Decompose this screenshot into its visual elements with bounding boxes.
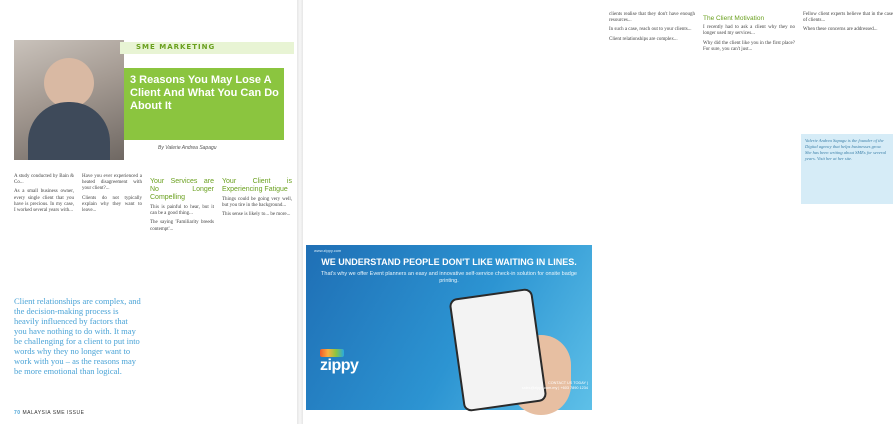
zippy-advertisement[interactable] — [306, 245, 592, 410]
paragraph: Client relationships are complex... — [609, 36, 678, 42]
ad-url[interactable]: www.zippy.com — [314, 248, 342, 253]
author-bio-box — [801, 134, 893, 204]
paragraph: The saying 'Familiarity breeds contempt'... — [150, 220, 214, 232]
ad-contact: CONTACT US TODAY | sales@zippy.com.my | +603 7890 1234 — [521, 381, 588, 390]
paragraph: Fellow client experts believe that in the case of clients... — [803, 12, 893, 24]
pullquote: Client relationships are complex, and the decision-making process is heavily influenced by factors that you have nothing to do with. It may be challenging for a client to put into words why they no longer want to work with you – as the reasons may be more emotional than logical. — [14, 296, 141, 376]
author-bio: Valerie Andrea Sapagu is the founder of the Digital agency that helps businesses grow. She has been writing about SMEs for several years. Visit her at her site. — [805, 138, 887, 161]
paragraph: This sense is likely to... be more... — [222, 212, 291, 218]
author-photo — [14, 40, 124, 160]
page-footer — [14, 410, 84, 416]
paragraph: clients realise that they don't have enough resources... — [609, 12, 695, 24]
paragraph: Clients do not typically explain why they want to leave... — [82, 195, 142, 214]
paragraph: In such a case, reach out to your clients... — [609, 27, 692, 33]
paragraph: Things could be going very well, but you tire in the background... — [222, 197, 292, 209]
text-column-5 — [609, 12, 695, 46]
subheading: Your Services are No Longer Compelling — [150, 178, 214, 201]
zippy-logo-text: zippy — [320, 357, 359, 374]
page-number: 70 — [14, 410, 21, 416]
author-photo-head — [44, 58, 94, 108]
author-photo-body — [28, 102, 110, 160]
paragraph: A study conducted by Bain & Co... — [14, 174, 74, 186]
ad-subtitle: That's why we offer Event planners an easy and innovative self-service check-in solution for onsite badge printing. — [321, 271, 577, 284]
ad-title: WE UNDERSTAND PEOPLE DON'T LIKE WAITING IN LINES. — [321, 257, 577, 267]
phone-illustration — [448, 288, 547, 413]
zippy-logo-icon — [320, 349, 344, 357]
paragraph: I recently had to ask a client why they no longer used my services... — [703, 25, 795, 37]
subheading: The Client Motivation — [703, 15, 765, 22]
paragraph: Have you ever experienced a heated disagreement with your client?... — [82, 174, 142, 192]
text-column-4 — [222, 174, 292, 222]
text-column-3 — [150, 174, 214, 236]
text-column-7 — [803, 12, 893, 37]
text-column-2 — [82, 174, 142, 217]
text-column-1 — [14, 174, 74, 217]
text-column-6 — [703, 12, 795, 56]
byline: By Valerie Andrea Sapagu — [158, 145, 217, 151]
subheading: Your Client is Experiencing Fatigue — [222, 178, 292, 193]
paragraph: When these concerns are addressed... — [803, 27, 878, 33]
paragraph: This is painful to hear, but it can be a good thing... — [150, 205, 214, 217]
article-headline: 3 Reasons You May Lose A Client And What You Can Do About It — [130, 74, 279, 112]
magazine-name: MALAYSIA SME ISSUE — [22, 410, 85, 416]
paragraph: Why did the client like you in the first place? For sure, you can't just... — [703, 40, 795, 52]
section-tag: SME MARKETING — [136, 43, 216, 51]
paragraph: As a small business owner, every single client that you have is precious. In my case, I worked several years with... — [14, 189, 74, 214]
left-page — [0, 0, 297, 424]
